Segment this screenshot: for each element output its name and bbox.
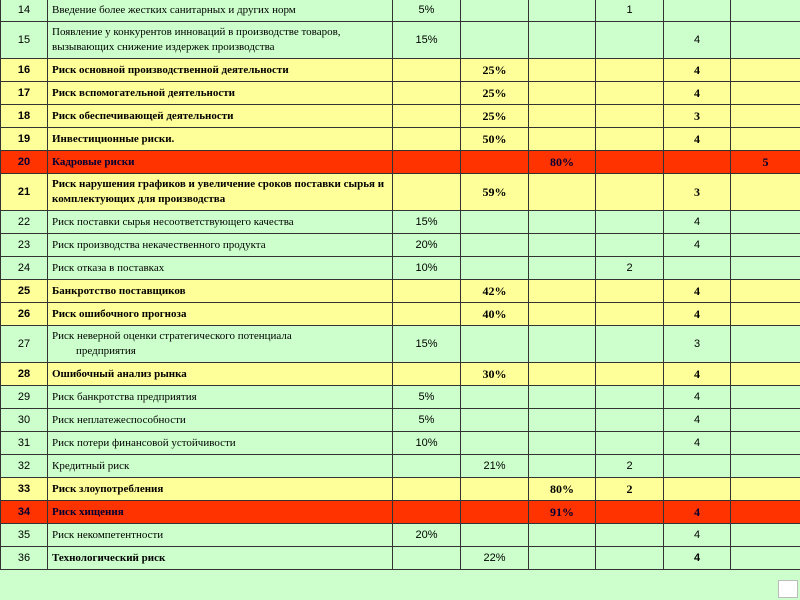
value-cell-c2 xyxy=(461,257,529,280)
value-cell-c4 xyxy=(596,386,664,409)
table-row xyxy=(1,326,800,363)
risk-name-text: Риск некомпетентности xyxy=(52,528,164,541)
row-number: 33 xyxy=(1,478,48,501)
risk-name-text: Риск обеспечивающей деятельности xyxy=(52,109,234,122)
row-number: 23 xyxy=(1,234,48,257)
row-number: 29 xyxy=(1,386,48,409)
risk-name xyxy=(48,326,393,363)
value-cell-c1 xyxy=(393,455,461,478)
value-cell-c6 xyxy=(731,478,800,501)
table-row xyxy=(1,303,800,326)
value-cell-c2: 21% xyxy=(461,455,529,478)
risk-name-text: Риск банкротства предприятия xyxy=(52,390,197,403)
value-cell-c2 xyxy=(461,478,529,501)
value-cell-c2: 25% xyxy=(461,82,529,105)
risk-name xyxy=(48,386,393,409)
value-cell-c6 xyxy=(731,455,800,478)
value-cell-c4: 2 xyxy=(596,455,664,478)
value-cell-c6 xyxy=(731,128,800,151)
risk-name-text: Риск отказа в поставках xyxy=(52,261,165,274)
value-cell-c4 xyxy=(596,501,664,524)
value-cell-c3 xyxy=(529,363,596,386)
risk-name xyxy=(48,128,393,151)
value-cell-c2: 42% xyxy=(461,280,529,303)
value-cell-c5: 3 xyxy=(664,174,731,211)
value-cell-c3: 80% xyxy=(529,478,596,501)
table-row xyxy=(1,105,800,128)
table-row xyxy=(1,151,800,174)
table-row xyxy=(1,22,800,59)
value-cell-c2: 40% xyxy=(461,303,529,326)
value-cell-c1 xyxy=(393,59,461,82)
value-cell-c3 xyxy=(529,22,596,59)
value-cell-c6 xyxy=(731,547,800,570)
value-cell-c2 xyxy=(461,501,529,524)
risk-name-text: Технологический риск xyxy=(52,551,166,564)
value-cell-c6: 5 xyxy=(731,151,800,174)
value-cell-c1: 15% xyxy=(393,211,461,234)
value-cell-c5: 4 xyxy=(664,211,731,234)
value-cell-c2 xyxy=(461,326,529,363)
value-cell-c1 xyxy=(393,303,461,326)
risk-name xyxy=(48,280,393,303)
value-cell-c4 xyxy=(596,22,664,59)
value-cell-c3 xyxy=(529,303,596,326)
value-cell-c6 xyxy=(731,432,800,455)
value-cell-c6 xyxy=(731,386,800,409)
row-number: 22 xyxy=(1,211,48,234)
risk-name-text: Введение более жестких санитарных и других норм xyxy=(52,3,296,16)
value-cell-c4 xyxy=(596,82,664,105)
value-cell-c4 xyxy=(596,432,664,455)
value-cell-c6 xyxy=(731,501,800,524)
value-cell-c5: 4 xyxy=(664,22,731,59)
table-row xyxy=(1,524,800,547)
value-cell-c6 xyxy=(731,211,800,234)
risk-name-text: Риск неплатежеспособности xyxy=(52,413,186,426)
row-number: 20 xyxy=(1,151,48,174)
table-row xyxy=(1,455,800,478)
value-cell-c2 xyxy=(461,432,529,455)
row-number: 35 xyxy=(1,524,48,547)
value-cell-c4 xyxy=(596,211,664,234)
value-cell-c3 xyxy=(529,386,596,409)
value-cell-c4 xyxy=(596,326,664,363)
risk-name xyxy=(48,234,393,257)
value-cell-c1: 5% xyxy=(393,386,461,409)
risk-name xyxy=(48,547,393,570)
row-number: 14 xyxy=(1,0,48,22)
value-cell-c2 xyxy=(461,386,529,409)
risk-name xyxy=(48,59,393,82)
value-cell-c1 xyxy=(393,478,461,501)
table-row xyxy=(1,59,800,82)
value-cell-c3 xyxy=(529,257,596,280)
value-cell-c5: 4 xyxy=(664,409,731,432)
value-cell-c6 xyxy=(731,22,800,59)
value-cell-c5: 3 xyxy=(664,326,731,363)
row-number: 16 xyxy=(1,59,48,82)
risk-name-continuation: предприятия xyxy=(76,345,136,357)
value-cell-c5: 4 xyxy=(664,386,731,409)
risk-name xyxy=(48,257,393,280)
table-row xyxy=(1,128,800,151)
value-cell-c2: 25% xyxy=(461,105,529,128)
value-cell-c6 xyxy=(731,303,800,326)
value-cell-c6 xyxy=(731,105,800,128)
value-cell-c5: 4 xyxy=(664,524,731,547)
value-cell-c2: 50% xyxy=(461,128,529,151)
value-cell-c4 xyxy=(596,409,664,432)
risk-name-text: Риск поставки сырья несоответствующего качества xyxy=(52,215,294,228)
row-number: 21 xyxy=(1,174,48,211)
value-cell-c6 xyxy=(731,59,800,82)
value-cell-c4 xyxy=(596,59,664,82)
value-cell-c5 xyxy=(664,0,731,22)
risk-name xyxy=(48,105,393,128)
risk-name xyxy=(48,174,393,211)
value-cell-c5: 4 xyxy=(664,363,731,386)
value-cell-c3 xyxy=(529,280,596,303)
value-cell-c4 xyxy=(596,174,664,211)
value-cell-c4 xyxy=(596,105,664,128)
risk-name xyxy=(48,0,393,22)
value-cell-c1: 15% xyxy=(393,22,461,59)
table-row xyxy=(1,280,800,303)
value-cell-c1 xyxy=(393,151,461,174)
row-number: 28 xyxy=(1,363,48,386)
value-cell-c5: 4 xyxy=(664,280,731,303)
value-cell-c4: 1 xyxy=(596,0,664,22)
value-cell-c1 xyxy=(393,82,461,105)
row-number: 32 xyxy=(1,455,48,478)
value-cell-c2 xyxy=(461,22,529,59)
value-cell-c5: 4 xyxy=(664,501,731,524)
row-number: 36 xyxy=(1,547,48,570)
value-cell-c1: 5% xyxy=(393,0,461,22)
value-cell-c3 xyxy=(529,234,596,257)
row-number: 26 xyxy=(1,303,48,326)
value-cell-c3 xyxy=(529,455,596,478)
value-cell-c6 xyxy=(731,234,800,257)
value-cell-c4 xyxy=(596,363,664,386)
value-cell-c6 xyxy=(731,280,800,303)
table-row xyxy=(1,432,800,455)
risk-name xyxy=(48,409,393,432)
risk-name xyxy=(48,455,393,478)
value-cell-c1 xyxy=(393,547,461,570)
risk-name xyxy=(48,524,393,547)
value-cell-c4 xyxy=(596,524,664,547)
value-cell-c3 xyxy=(529,326,596,363)
value-cell-c6 xyxy=(731,82,800,105)
table-row xyxy=(1,211,800,234)
risk-name-text: Кадровые риски xyxy=(52,155,135,168)
risk-name-text: Риск основной производственной деятельности xyxy=(52,63,289,76)
value-cell-c4 xyxy=(596,547,664,570)
table-row xyxy=(1,0,800,22)
value-cell-c3 xyxy=(529,211,596,234)
value-cell-c4 xyxy=(596,151,664,174)
row-number: 27 xyxy=(1,326,48,363)
risk-name-text: Риск производства некачественного продукта xyxy=(52,238,266,251)
value-cell-c5 xyxy=(664,455,731,478)
value-cell-c3 xyxy=(529,432,596,455)
risk-name-text: Риск ошибочного прогноза xyxy=(52,307,187,320)
table-row xyxy=(1,363,800,386)
value-cell-c1 xyxy=(393,174,461,211)
value-cell-c5: 4 xyxy=(664,547,731,570)
table-row xyxy=(1,234,800,257)
value-cell-c1: 10% xyxy=(393,432,461,455)
risk-name xyxy=(48,478,393,501)
risk-name-text: Ошибочный анализ рынка xyxy=(52,367,187,380)
risk-name xyxy=(48,151,393,174)
risk-name xyxy=(48,22,393,59)
row-number: 17 xyxy=(1,82,48,105)
row-number: 18 xyxy=(1,105,48,128)
row-number: 19 xyxy=(1,128,48,151)
value-cell-c3 xyxy=(529,105,596,128)
value-cell-c4 xyxy=(596,280,664,303)
value-cell-c1 xyxy=(393,363,461,386)
value-cell-c4 xyxy=(596,128,664,151)
risk-name xyxy=(48,363,393,386)
value-cell-c2: 59% xyxy=(461,174,529,211)
value-cell-c1 xyxy=(393,105,461,128)
risk-name xyxy=(48,82,393,105)
risk-name-text: Риск злоупотребления xyxy=(52,482,164,495)
value-cell-c1: 20% xyxy=(393,234,461,257)
value-cell-c6 xyxy=(731,326,800,363)
value-cell-c5 xyxy=(664,257,731,280)
value-cell-c1 xyxy=(393,128,461,151)
table-row xyxy=(1,82,800,105)
risk-name-text: Риск нарушения графиков и увеличение сроков поставки сырья и комплектующих для производства xyxy=(52,178,385,205)
value-cell-c3: 80% xyxy=(529,151,596,174)
value-cell-c3 xyxy=(529,547,596,570)
row-number: 24 xyxy=(1,257,48,280)
value-cell-c1: 20% xyxy=(393,524,461,547)
value-cell-c5 xyxy=(664,478,731,501)
value-cell-c2 xyxy=(461,211,529,234)
value-cell-c5: 4 xyxy=(664,303,731,326)
risk-name xyxy=(48,501,393,524)
risk-name-text: Кредитный риск xyxy=(52,459,130,472)
risk-name-text: Инвестиционные риски. xyxy=(52,132,175,145)
risk-name xyxy=(48,303,393,326)
value-cell-c5: 4 xyxy=(664,234,731,257)
value-cell-c4: 2 xyxy=(596,478,664,501)
table-row xyxy=(1,257,800,280)
value-cell-c3 xyxy=(529,524,596,547)
value-cell-c3 xyxy=(529,409,596,432)
table-row xyxy=(1,501,800,524)
value-cell-c3 xyxy=(529,0,596,22)
value-cell-c2 xyxy=(461,151,529,174)
value-cell-c2 xyxy=(461,234,529,257)
row-number: 34 xyxy=(1,501,48,524)
value-cell-c2 xyxy=(461,409,529,432)
value-cell-c4: 2 xyxy=(596,257,664,280)
value-cell-c1: 15% xyxy=(393,326,461,363)
row-number: 25 xyxy=(1,280,48,303)
value-cell-c1: 10% xyxy=(393,257,461,280)
value-cell-c5 xyxy=(664,151,731,174)
table-row xyxy=(1,174,800,211)
table-row xyxy=(1,409,800,432)
value-cell-c6 xyxy=(731,174,800,211)
corner-box xyxy=(778,580,798,598)
row-number: 30 xyxy=(1,409,48,432)
value-cell-c6 xyxy=(731,524,800,547)
value-cell-c3 xyxy=(529,82,596,105)
value-cell-c6 xyxy=(731,257,800,280)
value-cell-c3: 91% xyxy=(529,501,596,524)
risk-name-text: Риск потери финансовой устойчивости xyxy=(52,436,236,449)
value-cell-c1: 5% xyxy=(393,409,461,432)
value-cell-c6 xyxy=(731,409,800,432)
value-cell-c4 xyxy=(596,234,664,257)
table-row xyxy=(1,547,800,570)
value-cell-c2: 30% xyxy=(461,363,529,386)
value-cell-c2 xyxy=(461,524,529,547)
risk-name-text: Риск хищения xyxy=(52,505,124,518)
value-cell-c2: 25% xyxy=(461,59,529,82)
value-cell-c3 xyxy=(529,174,596,211)
value-cell-c1 xyxy=(393,501,461,524)
risk-name xyxy=(48,432,393,455)
value-cell-c5: 4 xyxy=(664,432,731,455)
risk-name-text: Появление у конкурентов инноваций в производстве товаров, вызывающих снижение издержек производства xyxy=(52,26,341,53)
value-cell-c5: 4 xyxy=(664,128,731,151)
value-cell-c5: 3 xyxy=(664,105,731,128)
value-cell-c2: 22% xyxy=(461,547,529,570)
value-cell-c2 xyxy=(461,0,529,22)
risk-name-text: Риск вспомогательной деятельности xyxy=(52,86,236,99)
value-cell-c3 xyxy=(529,59,596,82)
risk-name-text: Банкротство поставщиков xyxy=(52,284,186,297)
value-cell-c4 xyxy=(596,303,664,326)
value-cell-c5: 4 xyxy=(664,59,731,82)
value-cell-c5: 4 xyxy=(664,82,731,105)
table-row xyxy=(1,386,800,409)
value-cell-c1 xyxy=(393,280,461,303)
table-row xyxy=(1,478,800,501)
value-cell-c6 xyxy=(731,0,800,22)
value-cell-c3 xyxy=(529,128,596,151)
row-number: 15 xyxy=(1,22,48,59)
row-number: 31 xyxy=(1,432,48,455)
value-cell-c6 xyxy=(731,363,800,386)
risk-name xyxy=(48,211,393,234)
risk-name-text: Риск неверной оценки стратегического потенциала xyxy=(52,330,292,342)
